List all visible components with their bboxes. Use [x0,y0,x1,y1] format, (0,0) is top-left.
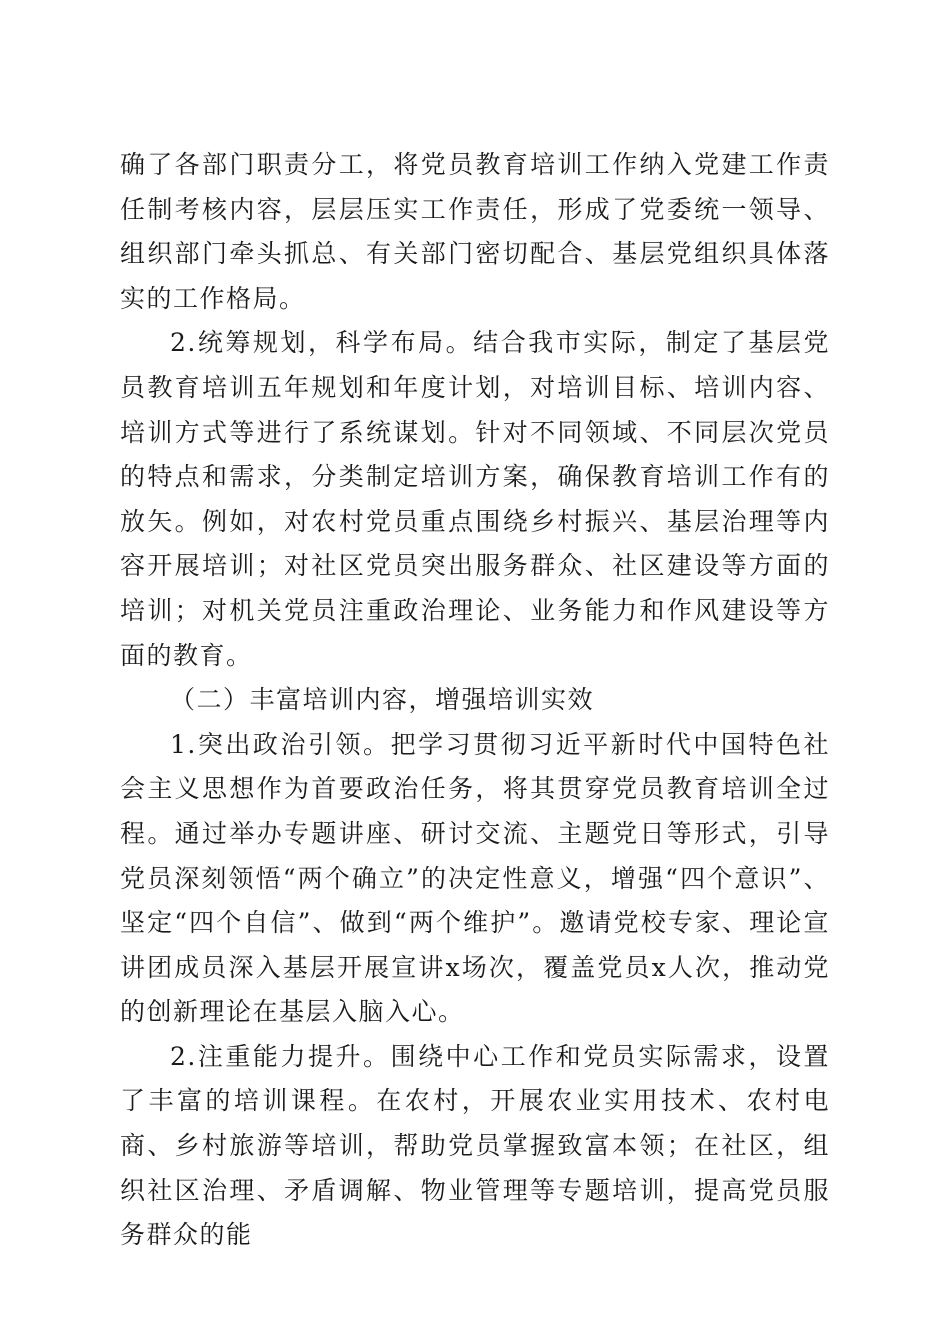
document-body [120,143,830,1258]
paragraph-political-guidance: 1.突出政治引领。把学习贯彻习近平新时代中国特色社会主义思想作为首要政治任务，将其贯穿党员教育培训全过程。通过举办专题讲座、研讨交流、主题党日等形式，引导党员深刻领悟“两个确立”的决定性意义，增强“四个意识”、坚定“四个自信”、做到“两个维护”。邀请党校专家、理论宣讲团成员深入基层开展宣讲x场次，覆盖党员x人次，推动党的创新理论在基层入脑入心。 [120,729,830,1027]
section-heading: （二）丰富培训内容，增强培训实效 [170,685,595,715]
paragraph-planning: 2.统筹规划，科学布局。结合我市实际，制定了基层党员教育培训五年规划和年度计划，对培训目标、培训内容、培训方式等进行了系统谋划。针对不同领域、不同层次党员的特点和需求，分类制定培训方案，确保教育培训工作有的放矢。例如，对农村党员重点围绕乡村振兴、基层治理等内容开展培训；对社区党员突出服务群众、社区建设等方面的培训；对机关党员注重政治理论、业务能力和作风建设等方面的教育。 [120,328,830,670]
paragraph-capability: 2.注重能力提升。围绕中心工作和党员实际需求，设置了丰富的培训课程。在农村，开展农业实用技术、农村电商、乡村旅游等培训，帮助党员掌握致富本领；在社区，组织社区治理、矛盾调解、物业管理等专题培训，提高党员服务群众的能 [120,1041,830,1250]
paragraph-continued: 确了各部门职责分工，将党员教育培训工作纳入党建工作责任制考核内容，层层压实工作责任，形成了党委统一领导、组织部门牵头抓总、有关部门密切配合、基层党组织具体落实的工作格局。 [120,150,830,313]
